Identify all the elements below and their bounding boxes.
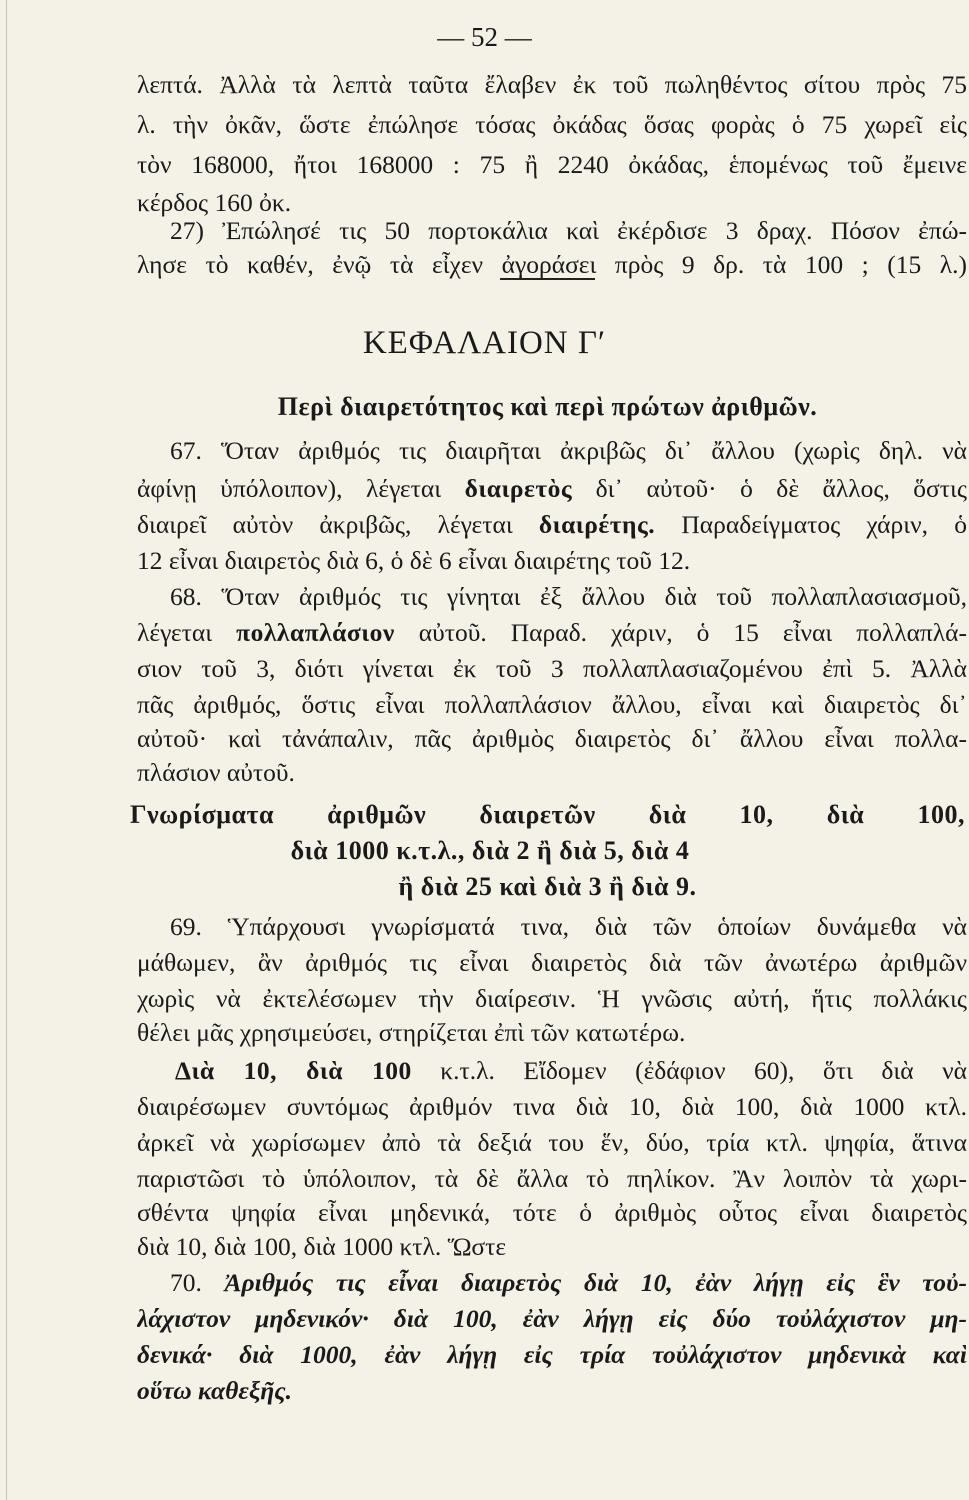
text-line: διὰ 10, διὰ 100, διὰ 1000 κτλ. Ὥστε xyxy=(137,1232,507,1261)
heading-line: Γνωρίσματα ἀριθμῶν διαιρετῶν διὰ 10, διὰ 100, xyxy=(130,800,965,829)
text-line: κέρδος 160 ὀκ. xyxy=(137,188,292,217)
term-divisor: διαιρέτης. xyxy=(538,510,656,539)
text-span: Παραδείγματος χάριν, ὁ xyxy=(681,510,967,539)
text-line: λάχιστον μηδενικόν· διὰ 100, ἐὰν λήγῃ εἰς δύο τοὐλάχιστον μη- xyxy=(137,1304,967,1333)
text-line: ἀρκεῖ νὰ χωρίσωμεν ἀπὸ τὰ δεξιά του ἕν, δύο, τρία κτλ. ψηφία, ἅτινα xyxy=(137,1128,967,1157)
text-line xyxy=(175,1056,967,1086)
text-line: αὐτοῦ· καὶ τἀνάπαλιν, πᾶς ἀριθμὸς διαιρετὸς δι᾽ ἄλλου εἶναι πολλα- xyxy=(137,724,967,753)
text-line: λησε τὸ καθέν, ἐνῷ τὰ εἶχεν ἀγοράσει πρὸς 9 δρ. τὰ 100 ; (15 λ.) xyxy=(137,250,967,279)
text-span: ἀφίνῃ ὑπόλοιπον), λέγεται xyxy=(137,474,442,503)
divider-rule xyxy=(500,278,595,280)
text-line: διαιρέσωμεν συντόμως ἀριθμόν τινα διὰ 10, διὰ 100, διὰ 1000 κτλ. xyxy=(137,1092,967,1121)
text-line: δενικά· διὰ 1000, ἐὰν λήγῃ εἰς τρία τοὐλάχιστον μηδενικὰ καὶ xyxy=(137,1340,967,1369)
text-line: 12 εἶναι διαιρετὸς διὰ 6, ὁ δὲ 6 εἶναι διαιρέτης τοῦ 12. xyxy=(137,546,691,575)
text-span: κ.τ.λ. Εἴδομεν (ἐδάφιον 60), ὅτι διὰ νὰ xyxy=(440,1056,967,1085)
text-line: λ. τὴν ὀκᾶν, ὥστε ἐπώλησε τόσας ὀκάδας ὅσας φορὰς ὁ 75 χωρεῖ εἰς xyxy=(137,110,967,139)
page-edge xyxy=(6,0,7,1500)
text-line: 69. Ὑπάρχουσι γνωρίσματά τινα, διὰ τῶν ὁποίων δυνάμεθα νὰ xyxy=(170,912,967,941)
text-line: τὸν 168000, ἤτοι 168000 : 75 ἢ 2240 ὀκάδας, ἑπομένως τοῦ ἔμεινε xyxy=(137,150,967,179)
chapter-title: ΚΕΦΑΛΑΙΟΝ Γ′ xyxy=(362,325,607,361)
text-span: 70. xyxy=(170,1268,202,1297)
text-line: παριστῶσι τὸ ὑπόλοιπον, τὰ δὲ ἄλλα τὸ πηλίκον. Ἂν λοιπὸν τὰ χωρι- xyxy=(137,1164,967,1193)
text-line: θέλει μᾶς χρησιμεύσει, στηρίζεται ἐπὶ τῶν κατωτέρω. xyxy=(137,1018,686,1047)
page-number: — 52 — xyxy=(437,22,532,52)
subsection-label: Διὰ 10, διὰ 100 xyxy=(175,1056,412,1085)
heading-line: ἢ διὰ 25 καὶ διὰ 3 ἢ διὰ 9. xyxy=(398,872,697,901)
text-line: 67. Ὅταν ἀριθμός τις διαιρῆται ἀκριβῶς δι᾽ ἄλλου (χωρὶς δηλ. νὰ xyxy=(170,436,967,465)
heading-line: διὰ 1000 κ.τ.λ., διὰ 2 ἢ διὰ 5, διὰ 4 xyxy=(290,836,690,865)
rule-text: Ἀριθμός τις εἶναι διαιρετὸς διὰ 10, ἐὰν λήγῃ εἰς ἓν τοὐ- xyxy=(224,1268,967,1297)
text-span: διαιρεῖ αὐτὸν ἀκριβῶς, λέγεται xyxy=(137,510,513,539)
section-heading: Περὶ διαιρετότητος καὶ περὶ πρώτων ἀριθμῶν. xyxy=(277,392,818,421)
term-divisible: διαιρετὸς xyxy=(464,474,573,503)
text-line: χωρὶς νὰ ἐκτελέσωμεν τὴν διαίρεσιν. Ἡ γνῶσις αὐτή, ἥτις πολλάκις xyxy=(137,984,967,1013)
text-line xyxy=(137,510,967,540)
text-line xyxy=(170,1268,967,1298)
text-line: πᾶς ἀριθμός, ὅστις εἶναι πολλαπλάσιον ἄλλου, εἶναι καὶ διαιρετὸς δι᾽ xyxy=(137,690,967,719)
text-line: 68. Ὅταν ἀριθμός τις γίνηται ἐξ ἄλλου διὰ τοῦ πολλαπλασιασμοῦ, xyxy=(170,582,967,611)
text-line: μάθωμεν, ἂν ἀριθμός τις εἶναι διαιρετὸς διὰ τῶν ἀνωτέρω ἀριθμῶν xyxy=(137,948,967,977)
text-span: αὐτοῦ. Παραδ. χάριν, ὁ 15 εἶναι πολλαπλά- xyxy=(418,618,967,647)
text-line xyxy=(137,474,967,504)
text-span: δι᾽ αὐτοῦ· ὁ δὲ ἄλλος, ὅστις xyxy=(595,474,967,503)
text-line xyxy=(137,618,967,648)
text-line: σθέντα ψηφία εἶναι μηδενικά, τότε ὁ ἀριθμὸς οὗτος εἶναι διαιρετὸς xyxy=(137,1198,967,1227)
text-line: πλάσιον αὐτοῦ. xyxy=(137,758,295,787)
text-line: οὕτω καθεξῆς. xyxy=(137,1376,293,1405)
text-line: λεπτά. Ἀλλὰ τὰ λεπτὰ ταῦτα ἔλαβεν ἐκ τοῦ πωληθέντος σίτου πρὸς 75 xyxy=(137,70,967,99)
text-span: λέγεται xyxy=(137,618,213,647)
text-line: σιον τοῦ 3, διότι γίνεται ἐκ τοῦ 3 πολλαπλασιαζομένου ἐπὶ 5. Ἀλλὰ xyxy=(137,654,967,683)
term-multiple: πολλαπλάσιον xyxy=(236,618,395,647)
text-line: 27) Ἐπώλησέ τις 50 πορτοκάλια καὶ ἐκέρδισε 3 δραχ. Πόσον ἐπώ- xyxy=(170,216,967,245)
